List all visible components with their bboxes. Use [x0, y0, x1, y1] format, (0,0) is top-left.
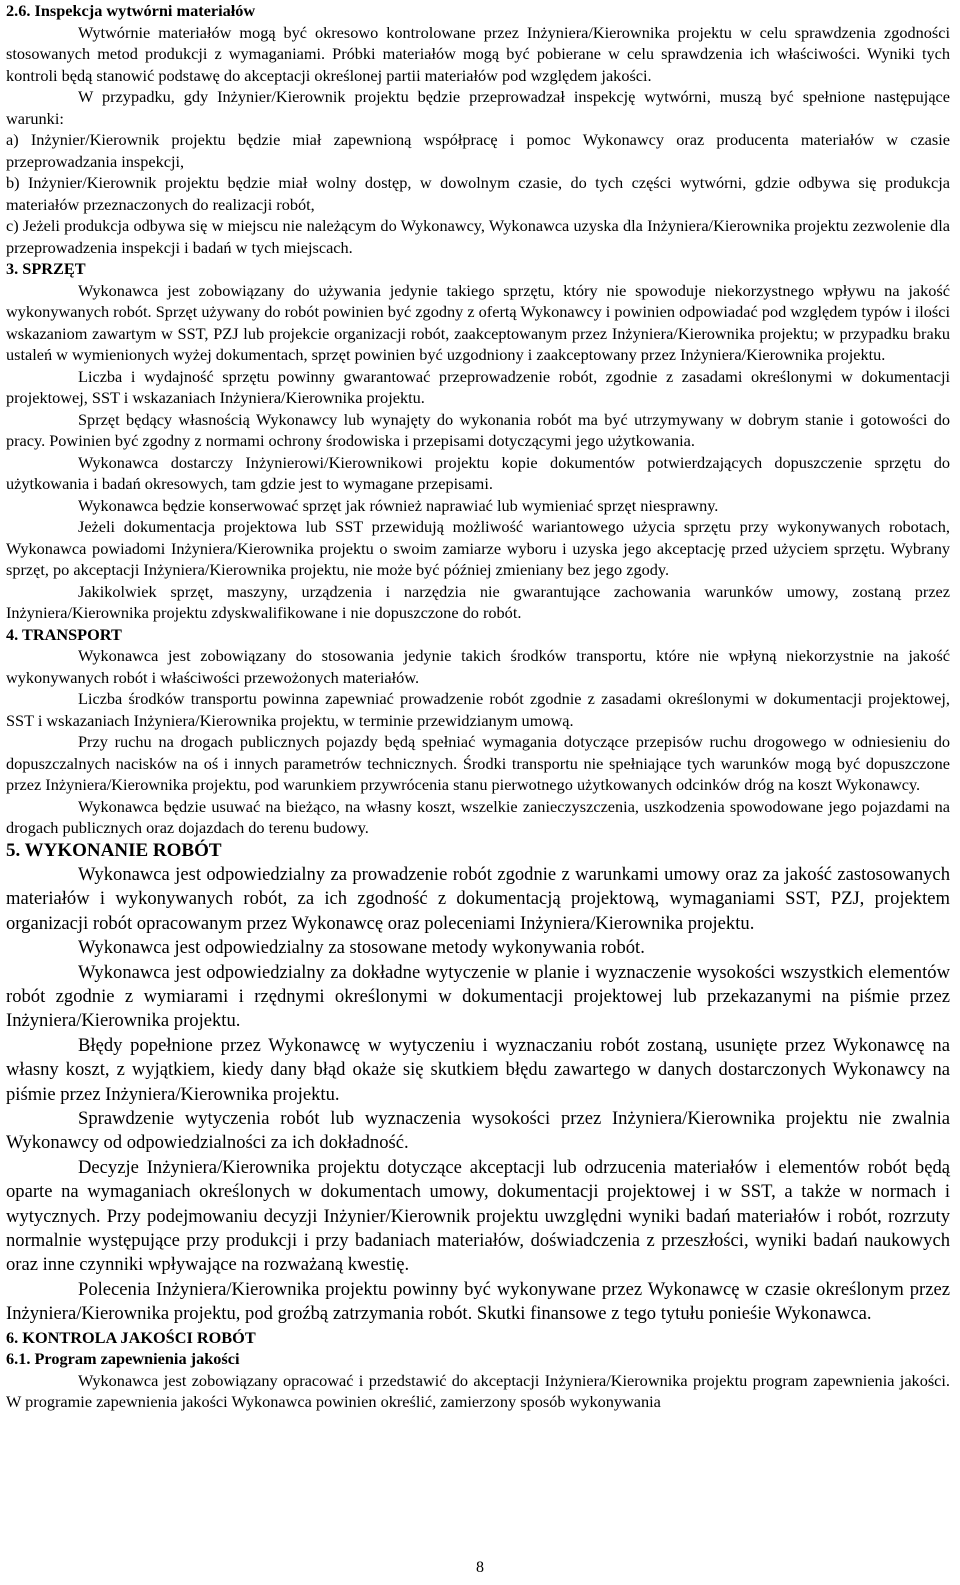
paragraph: W przypadku, gdy Inżynier/Kierownik projektu będzie przeprowadzał inspekcję wytwórni, muszą być spełnione następujące warunki:	[6, 87, 950, 128]
section-6	[6, 1327, 950, 1413]
section-heading: 6. KONTROLA JAKOŚCI ROBÓT	[6, 1327, 256, 1347]
paragraph: Liczba środków transportu powinna zapewniać prowadzenie robót zgodnie z zasadami określonymi w dokumentacji projektowej, SST i wskazaniach Inżyniera/Kierownika projektu, w terminie przewidzianym umową.	[6, 689, 950, 730]
paragraph: Wykonawca jest zobowiązany do stosowania jedynie takich środków transportu, które nie wpłyną niekorzystnie na jakość wykonywanych robót i właściwości przewożonych materiałów.	[6, 646, 950, 687]
section-heading: 5. WYKONANIE ROBÓT	[6, 839, 222, 861]
subsection-heading: 6.1. Program zapewnienia jakości	[6, 1349, 240, 1369]
document-page	[6, 0, 950, 1413]
paragraph: Wykonawca będzie usuwać na bieżąco, na własny koszt, wszelkie zanieczyszczenia, uszkodzenia spowodowane jego pojazdami na drogach publicznych oraz dojazdach do terenu budowy.	[6, 796, 950, 837]
list-item: a) Inżynier/Kierownik projektu będzie miał zapewnioną współpracę i pomoc Wykonawcy oraz producenta materiałów w czasie przeprowadzania inspekcji,	[6, 130, 950, 171]
paragraph: Sprzęt będący własnością Wykonawcy lub wynajęty do wykonania robót ma być utrzymywany w dobrym stanie i gotowości do pracy. Powinien być zgodny z normami ochrony środowiska i przepisami dotyczącymi jego użytkowania.	[6, 409, 950, 450]
section-5	[6, 839, 950, 1327]
paragraph: Błędy popełnione przez Wykonawcę w wytyczeniu i wyznaczaniu robót zostaną, usunięte przez Wykonawcę na własny koszt, z wyjątkiem, kiedy dany błąd okaże się skutkiem błędu zawartego w danych dostarczonych Wykonawcy na piśmie przez Inżyniera/Kierownika projektu.	[6, 1034, 950, 1105]
paragraph: Sprawdzenie wytyczenia robót lub wyznaczenia wysokości przez Inżyniera/Kierownika projektu nie zwalnia Wykonawcy od odpowiedzialności za ich dokładność.	[6, 1107, 950, 1154]
section-2-6	[6, 0, 950, 258]
section-4	[6, 624, 950, 839]
paragraph: Wykonawca jest zobowiązany do używania jedynie takiego sprzętu, który nie spowoduje niekorzystnego wpływu na jakość wykonywanych robót. Sprzęt używany do robót powinien być zgodny z ofertą Wykonawcy i powinien odpowiadać pod względem typów i ilości wskazaniom zawartym w SST, PZJ lub projekcie organizacji robót, zaakceptowanym przez Inżyniera/Kierownika projektu; w przypadku braku ustaleń w wymienionych wyżej dokumentach, sprzęt powinien być uzgodniony i zaakceptowany przez Inżyniera/Kierownika projektu.	[6, 280, 950, 364]
paragraph: Wykonawca dostarczy Inżynierowi/Kierownikowi projektu kopie dokumentów potwierdzających dopuszczenie sprzętu do użytkowania i badań okresowych, tam gdzie jest to wymagane przepisami.	[6, 452, 950, 493]
section-heading: 4. TRANSPORT	[6, 624, 122, 644]
paragraph: Jeżeli dokumentacja projektowa lub SST przewidują możliwość wariantowego użycia sprzętu przy wykonywanych robotach, Wykonawca powiadomi Inżyniera/Kierownika projektu o swoim zamiarze wyboru i uzyska jego akceptację przed użyciem sprzętu. Wybrany sprzęt, po akceptacji Inżyniera/Kierownika projektu, nie może być później zmieniany bez jego zgody.	[6, 517, 950, 579]
list-item: b) Inżynier/Kierownik projektu będzie miał wolny dostęp, w dowolnym czasie, do tych części wytwórni, gdzie odbywa się produkcja materiałów przeznaczonych do realizacji robót,	[6, 173, 950, 214]
paragraph: Wykonawca będzie konserwować sprzęt jak również naprawiać lub wymieniać sprzęt niesprawny.	[78, 495, 719, 515]
paragraph: Polecenia Inżyniera/Kierownika projektu powinny być wykonywane przez Wykonawcę w czasie określonym przez Inżyniera/Kierownika projektu, pod groźbą zatrzymania robót. Skutki finansowe z tego tytułu ponieśie Wykonawca.	[6, 1278, 950, 1325]
paragraph: Decyzje Inżyniera/Kierownika projektu dotyczące akceptacji lub odrzucenia materiałów i elementów robót będą oparte na wymaganiach określonych w dokumentach umowy, dokumentacji projektowej i w SST, a także w normach i wytycznych. Przy podejmowaniu decyzji Inżynier/Kierownik projektu uwzględni wyniki badań materiałów i robót, rozrzuty normalnie występujące przy produkcji i przy badaniach materiałów, doświadczenia z przeszłości, wyniki badań naukowych oraz inne czynniki wpływające na rozważaną kwestię.	[6, 1156, 950, 1276]
paragraph: Wykonawca jest odpowiedzialny za prowadzenie robót zgodnie z warunkami umowy oraz za jakość zastosowanych materiałów i wykonywanych robót, za ich zgodność z dokumentacją projektową, wymaganiami SST, PZJ, projektem organizacji robót opracowanym przez Wykonawcę oraz poleceniami Inżyniera/Kierownika projektu.	[6, 863, 950, 934]
section-3	[6, 258, 950, 624]
section-heading: 3. SPRZĘT	[6, 259, 86, 278]
paragraph: Wytwórnie materiałów mogą być okresowo kontrolowane przez Inżyniera/Kierownika projektu w celu sprawdzenia zgodności stosowanych metod produkcji z wymaganiami. Próbki materiałów mogą być pobierane w celu sprawdzenia ich właściwości. Wyniki tych kontroli będą stanowić podstawę do akceptacji określonej partii materiałów pod względem jakości.	[6, 22, 950, 85]
paragraph: Wykonawca jest odpowiedzialny za stosowane metody wykonywania robót.	[78, 937, 645, 959]
paragraph: Wykonawca jest zobowiązany opracować i przedstawić do akceptacji Inżyniera/Kierownika projektu program zapewnienia jakości. W programie zapewnienia jakości Wykonawca powinien określić, zamierzony sposób wykonywania	[6, 1370, 950, 1412]
page-number: 8	[476, 1559, 484, 1576]
paragraph: Przy ruchu na drogach publicznych pojazdy będą spełniać wymagania dotyczące przepisów ruchu drogowego w odniesieniu do dopuszczalnych nacisków na oś i innych parametrów technicznych. Środki transportu nie spełniające tych warunków mogą być dopuszczone przez Inżyniera/Kierownika projektu, pod warunkiem przywrócenia stanu pierwotnego użytkowanych odcinków dróg na koszt Wykonawcy.	[6, 732, 950, 794]
section-heading: 2.6. Inspekcja wytwórni materiałów	[6, 1, 256, 20]
paragraph: Jakikolwiek sprzęt, maszyny, urządzenia i narzędzia nie gwarantujące zachowania warunków umowy, zostaną przez Inżyniera/Kierownika projektu zdyskwalifikowane i nie dopuszczone do robót.	[6, 581, 950, 622]
paragraph: Wykonawca jest odpowiedzialny za dokładne wytyczenie w planie i wyznaczenie wysokości wszystkich elementów robót zgodnie z wymiarami i rzędnymi określonymi w dokumentacji projektowej lub przekazanymi na piśmie przez Inżyniera/Kierownika projektu.	[6, 961, 950, 1032]
list-item: c) Jeżeli produkcja odbywa się w miejscu nie należącym do Wykonawcy, Wykonawca uzyska dla Inżyniera/Kierownika projektu zezwolenie dla przeprowadzenia inspekcji i badań w tych miejscach.	[6, 216, 950, 257]
paragraph: Liczba i wydajność sprzętu powinny gwarantować przeprowadzenie robót, zgodnie z zasadami określonymi w dokumentacji projektowej, SST i wskazaniach Inżyniera/Kierownika projektu.	[6, 366, 950, 407]
